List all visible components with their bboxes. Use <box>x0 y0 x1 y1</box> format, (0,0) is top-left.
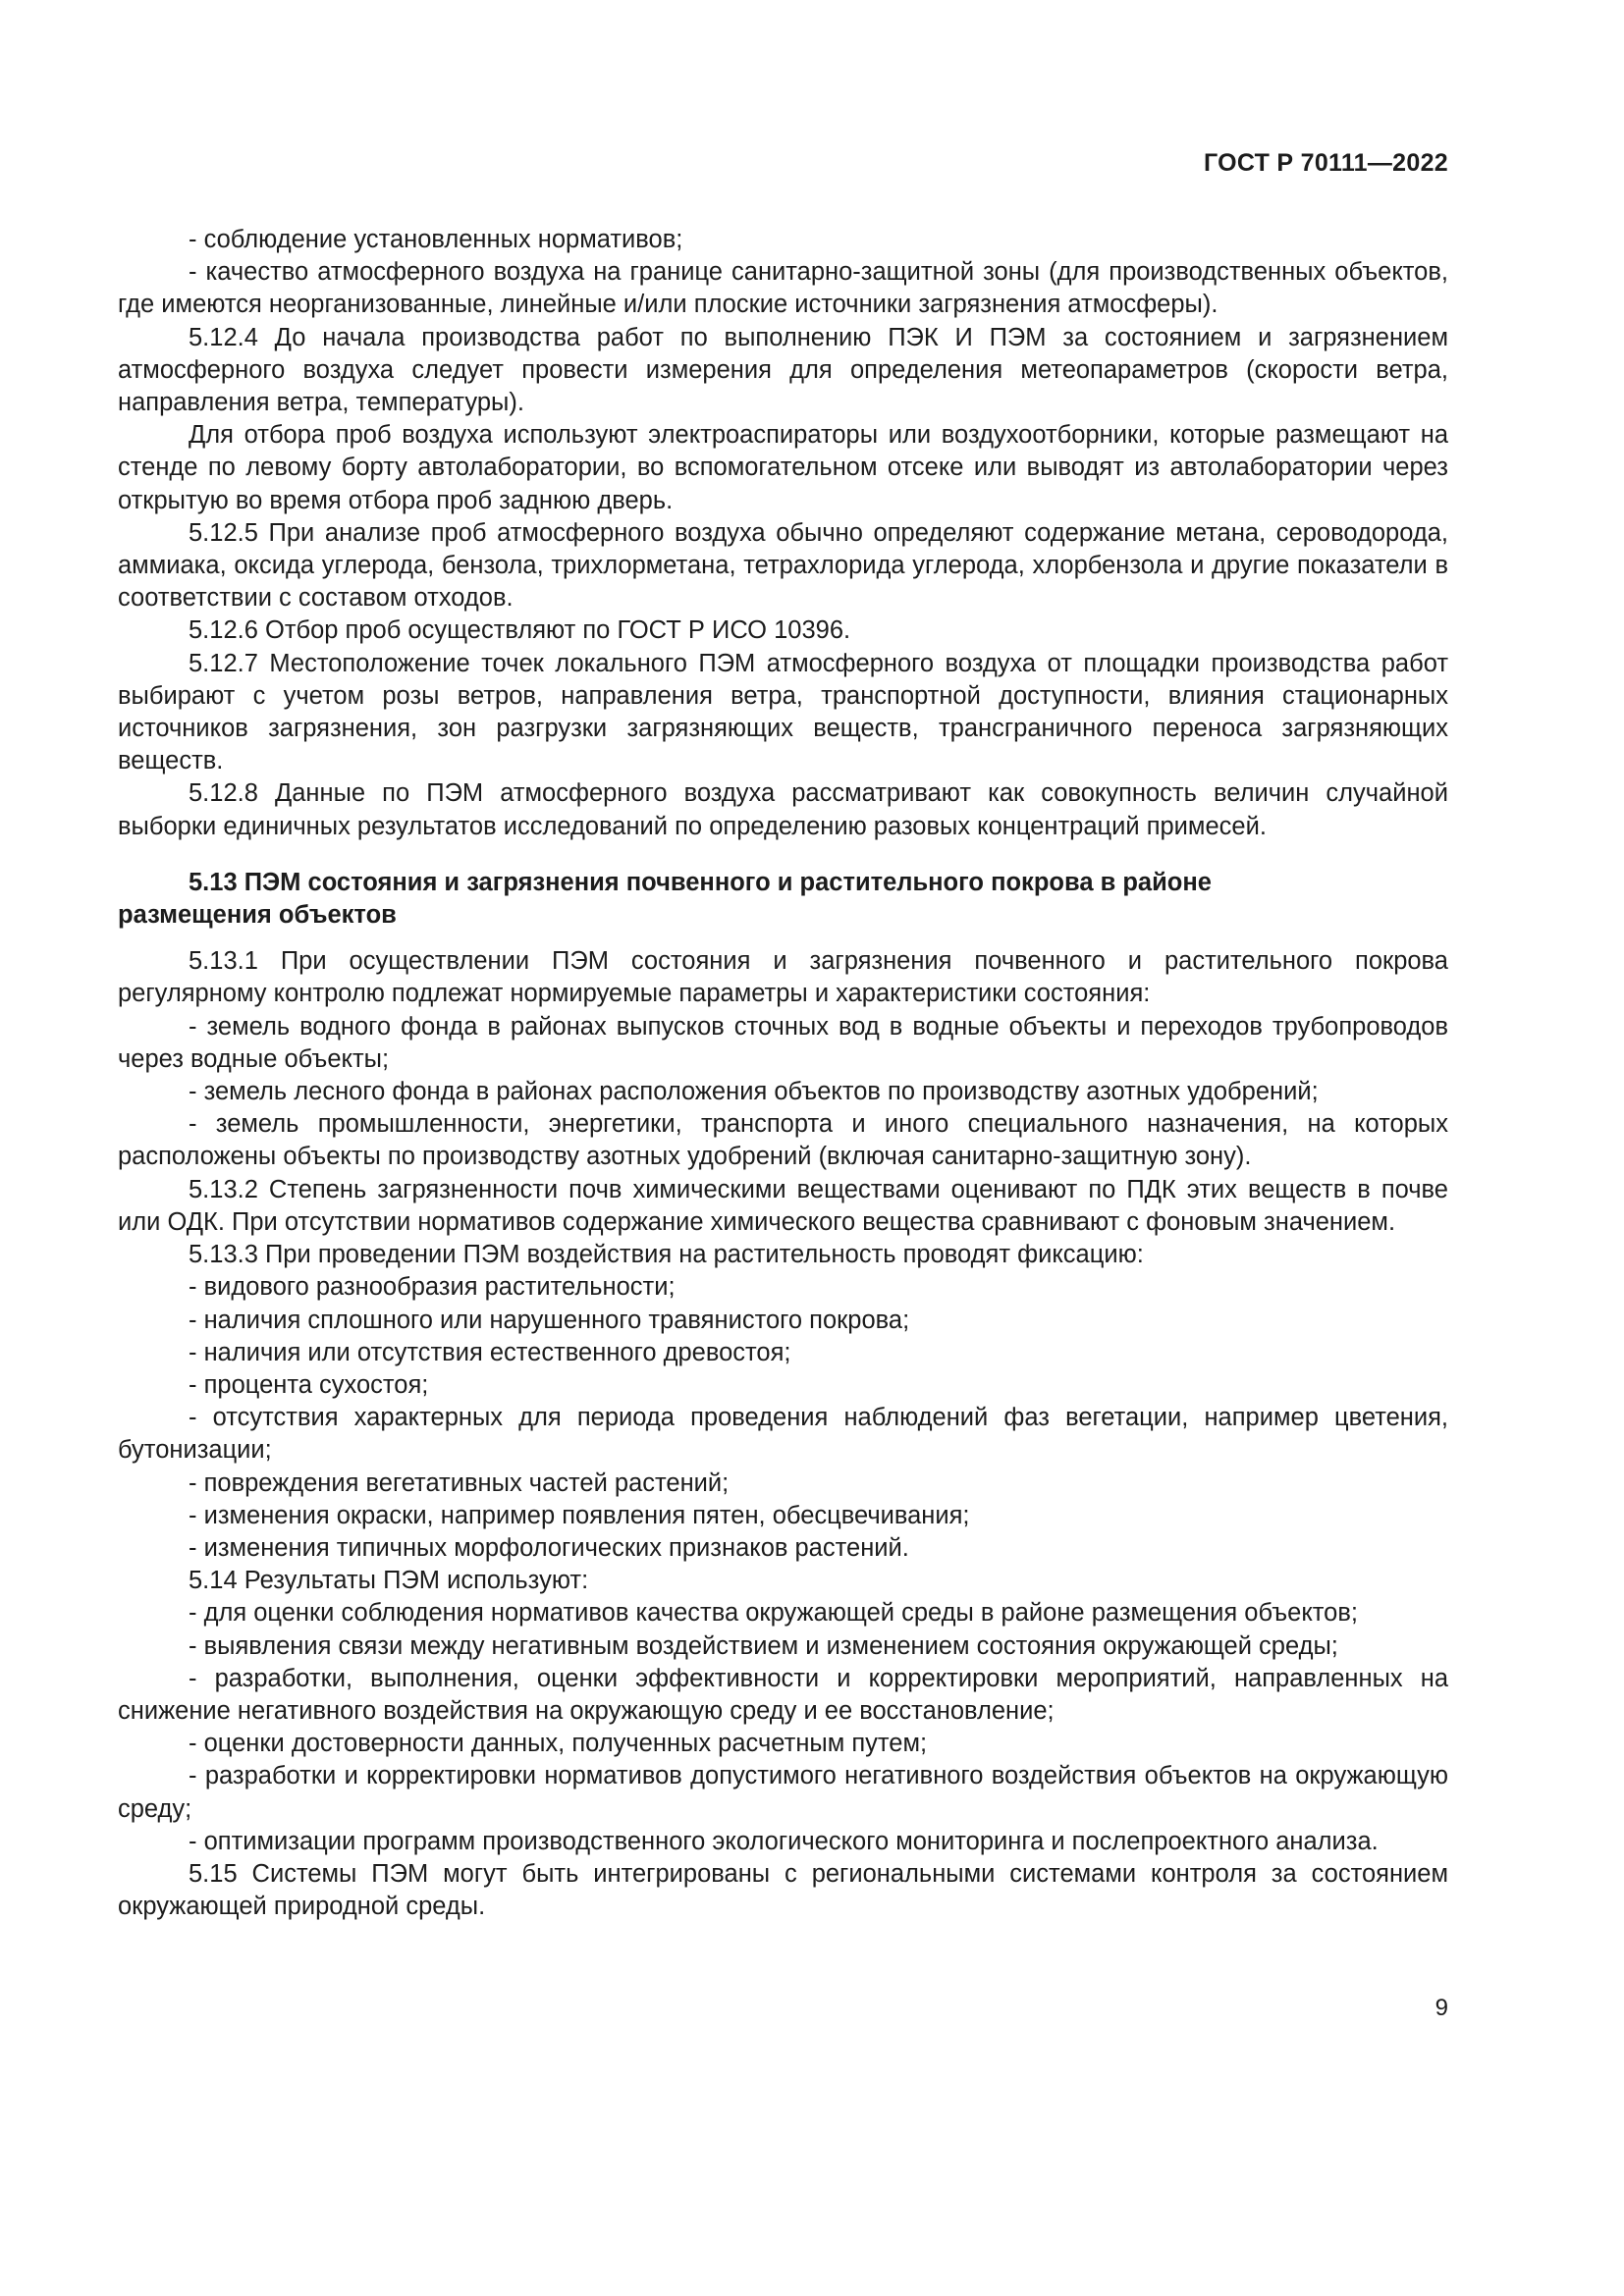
paragraph: 5.12.7 Местоположение точек локального ПЭМ атмосферного воздуха от площадки производства работ выбирают с учетом розы ветров, направления ветра, транспортной доступности, влияния стационарных источников загрязнения, зон разгрузки загрязняющих веществ, трансграничного переноса загрязняющих веществ. <box>118 649 1448 775</box>
paragraph: 5.13.3 При проведении ПЭМ воздействия на растительность проводят фиксацию: <box>189 1241 1144 1269</box>
document-body <box>118 224 1448 1923</box>
list-item: - выявления связи между негативным воздействием и изменением состояния окружающей среды; <box>189 1631 1338 1660</box>
paragraph: 5.12.6 Отбор проб осуществляют по ГОСТ Р ИСО 10396. <box>189 616 851 645</box>
paragraph: - качество атмосферного воздуха на границе санитарно-защитной зоны (для производственных объектов, где имеются неорганизованные, линейные и/или плоские источники загрязнения атмосферы). <box>118 258 1448 319</box>
list-item: - для оценки соблюдения нормативов качества окружающей среды в районе размещения объектов; <box>189 1599 1358 1628</box>
list-item: - разработки и корректировки нормативов допустимого негативного воздействия объектов на окружающую среду; <box>118 1762 1448 1823</box>
paragraph: 5.12.8 Данные по ПЭМ атмосферного воздуха рассматривают как совокупность величин случайной выборки единичных результатов исследований по определению разовых концентраций примесей. <box>118 779 1448 840</box>
paragraph: 5.13.2 Степень загрязненности почв химическими веществами оценивают по ПДК этих веществ в почве или ОДК. При отсутствии нормативов содержание химического вещества сравнивают с фоновым значением. <box>118 1175 1448 1236</box>
list-item: - изменения окраски, например появления пятен, обесцвечивания; <box>189 1501 970 1529</box>
paragraph: 5.12.4 До начала производства работ по выполнению ПЭК И ПЭМ за состоянием и загрязнением атмосферного воздуха следует провести измерения для определения метеопараметров (скорости ветра, направления ветра, температуры). <box>118 323 1448 417</box>
paragraph: 5.13.1 При осуществлении ПЭМ состояния и загрязнения почвенного и растительного покрова регулярному контролю подлежат нормируемые параметры и характеристики состояния: <box>118 947 1448 1008</box>
list-item: - видового разнообразия растительности; <box>189 1273 676 1302</box>
paragraph: 5.14 Результаты ПЭМ используют: <box>189 1567 589 1595</box>
list-item: - процента сухостоя; <box>189 1370 429 1399</box>
list-item: - оценки достоверности данных, полученных расчетным путем; <box>189 1730 928 1758</box>
list-item: - отсутствия характерных для периода проведения наблюдений фаз вегетации, например цветения, бутонизации; <box>118 1404 1448 1465</box>
list-item: - земель водного фонда в районах выпусков сточных вод в водные объекты и переходов трубопроводов через водные объекты; <box>118 1012 1448 1073</box>
list-item: - земель промышленности, энергетики, транспорта и иного специального назначения, на которых расположены объекты по производству азотных удобрений (включая санитарно-защитную зону). <box>118 1110 1448 1171</box>
list-item: - земель лесного фонда в районах расположения объектов по производству азотных удобрений; <box>189 1078 1319 1106</box>
page-number: 9 <box>1435 1995 1448 2021</box>
section-heading: 5.13 ПЭМ состояния и загрязнения почвенного и растительного покрова в районе размещения объектов <box>118 868 1212 930</box>
document-id-header: ГОСТ Р 70111—2022 <box>1203 149 1448 177</box>
paragraph: - соблюдение установленных нормативов; <box>189 226 683 253</box>
paragraph: 5.12.5 При анализе проб атмосферного воздуха обычно определяют содержание метана, сероводорода, аммиака, оксида углерода, бензола, трихлорметана, тетрахлорида углерода, хлорбензола и другие показатели в соответствии с составом отходов. <box>118 518 1448 613</box>
list-item: - оптимизации программ производственного экологического мониторинга и послепроектного анализа. <box>189 1827 1379 1855</box>
list-item: - наличия сплошного или нарушенного травянистого покрова; <box>189 1306 910 1334</box>
list-item: - разработки, выполнения, оценки эффективности и корректировки мероприятий, направленных на снижение негативного воздействия на окружающую среду и ее восстановление; <box>118 1664 1448 1725</box>
paragraph: Для отбора проб воздуха используют электроаспираторы или воздухоотборники, которые размещают на стенде по левому борту автолаборатории, во вспомогательном отсеке или выводят из автолаборатории через открытую во время отбора проб заднюю дверь. <box>118 421 1448 514</box>
list-item: - изменения типичных морфологических признаков растений. <box>189 1533 909 1562</box>
paragraph: 5.15 Системы ПЭМ могут быть интегрированы с региональными системами контроля за состоянием окружающей природной среды. <box>118 1859 1448 1921</box>
list-item: - повреждения вегетативных частей растений; <box>189 1468 730 1497</box>
list-item: - наличия или отсутствия естественного древостоя; <box>189 1338 791 1366</box>
